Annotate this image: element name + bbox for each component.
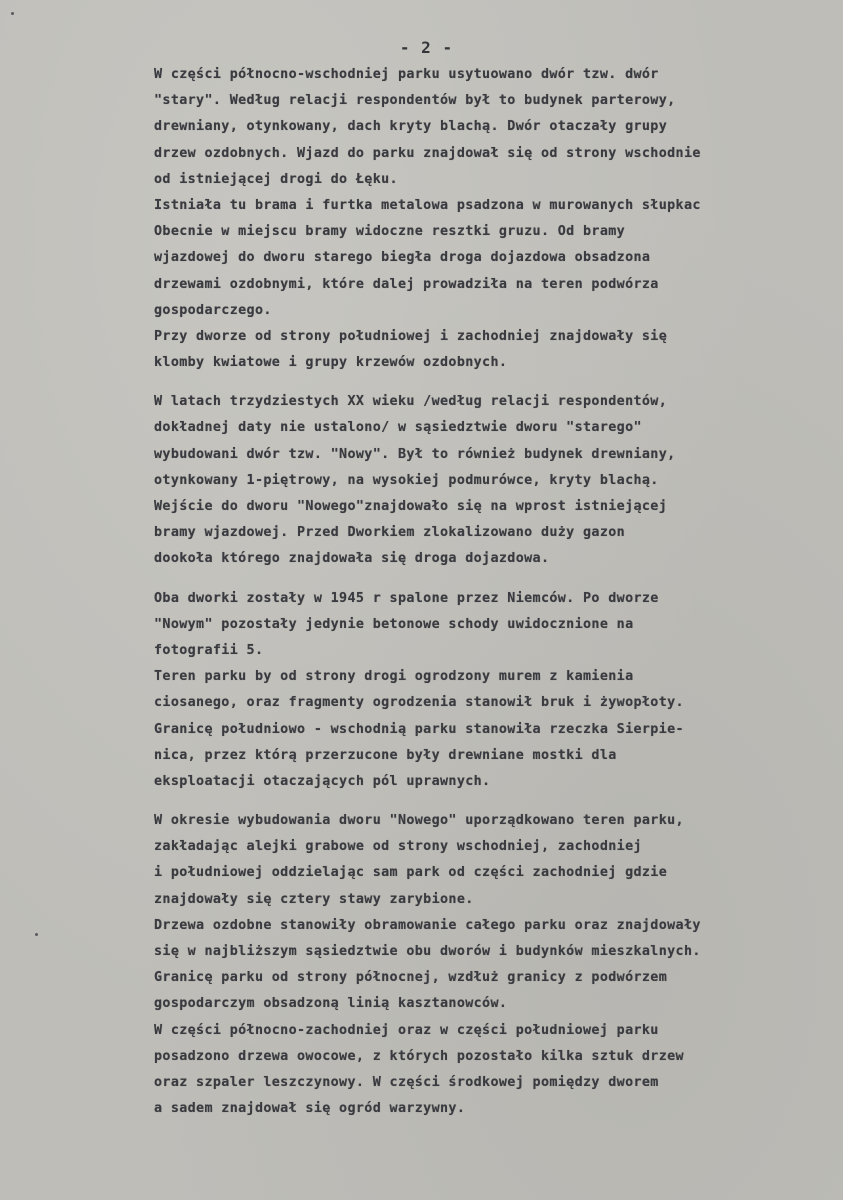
text-line: znajdowały się cztery stawy zarybione. <box>154 891 474 907</box>
text-line: otynkowany 1-piętrowy, na wysokiej podmurówce, kryty blachą. <box>154 472 659 488</box>
paragraph-2 <box>154 389 843 572</box>
document-body <box>154 62 843 1122</box>
page-number: - 2 - <box>399 38 454 57</box>
text-line: Granicę południowo - wschodnią parku stanowiła rzeczka Sierpie- <box>154 721 684 737</box>
text-line: Istniała tu brama i furtka metalowa psadzona w murowanych słupkac <box>154 197 701 213</box>
text-line: Drzewa ozdobne stanowiły obramowanie całego parku oraz znajdowały <box>154 917 701 933</box>
text-line: bramy wjazdowej. Przed Dworkiem zlokalizowano duży gazon <box>154 525 626 541</box>
text-line: "stary". Według relacji respondentów był to budynek parterowy, <box>154 93 676 109</box>
paper-speck <box>11 12 14 15</box>
paper-speck <box>35 933 38 936</box>
text-line: W części północno-zachodniej oraz w części południowej parku <box>154 1022 659 1038</box>
text-line: Oba dworki zostały w 1945 r spalone przez Niemców. Po dworze <box>154 590 659 606</box>
text-line: Wejście do dworu "Nowego"znajdowało się na wprost istniejącej <box>154 499 668 514</box>
text-line: ciosanego, oraz fragmenty ogrodzenia stanowił bruk i żywopłoty. <box>154 695 684 711</box>
text-line: "Nowym" pozostały jedynie betonowe schody uwidocznione na <box>154 616 634 632</box>
paragraph-1 <box>154 62 843 376</box>
text-line: od istniejącej drogi do Łęku. <box>154 171 398 187</box>
paragraph-4 <box>154 808 843 1122</box>
paragraph-3 <box>154 586 843 796</box>
text-line: Granicę parku od strony północnej, wzdłuż granicy z podwórzem <box>154 970 668 986</box>
text-line: a sadem znajdował się ogród warzywny. <box>154 1101 466 1117</box>
text-line: drzewami ozdobnymi, które dalej prowadziła na teren podwórza <box>154 276 659 292</box>
text-line: oraz szpaler leszczynowy. W części środkowej pomiędzy dworem <box>154 1074 659 1090</box>
text-line: klomby kwiatowe i grupy krzewów ozdobnych. <box>154 355 508 371</box>
text-line: gospodarczym obsadzoną linią kasztanowców. <box>154 996 508 1012</box>
text-line: drzew ozdobnych. Wjazd do parku znajdował się od strony wschodnie <box>154 145 701 161</box>
text-line: posadzono drzewa owocowe, z których pozostało kilka sztuk drzew <box>154 1048 684 1064</box>
text-line: W części północno-wschodniej parku usytuowano dwór tzw. dwór <box>154 67 659 82</box>
text-line: eksploatacji otaczających pól uprawnych. <box>154 773 491 789</box>
text-line: nica, przez którą przerzucone były drewniane mostki dla <box>154 747 617 763</box>
text-line: drewniany, otynkowany, dach kryty blachą. Dwór otaczały grupy <box>154 119 668 135</box>
text-line: i południowej oddzielając sam park od części zachodniej gdzie <box>154 865 668 881</box>
text-line: zakładając alejki grabowe od strony wschodniej, zachodniej <box>154 839 642 855</box>
text-line: wjazdowej do dworu starego biegła droga dojazdowa obsadzona <box>154 250 651 266</box>
text-line: Przy dworze od strony południowej i zachodniej znajdowały się <box>154 328 668 344</box>
text-line: W latach trzydziestych XX wieku /według relacji respondentów, <box>154 394 668 410</box>
text-line: fotografii 5. <box>154 642 264 658</box>
text-line: gospodarczego. <box>154 302 272 318</box>
text-line: W okresie wybudowania dworu "Nowego" uporządkowano teren parku, <box>154 813 684 829</box>
text-line: dookoła którego znajdowała się droga dojazdowa. <box>154 551 550 567</box>
text-line: Teren parku by od strony drogi ogrodzony murem z kamienia <box>154 669 634 685</box>
text-line: się w najbliższym sąsiedztwie obu dworów i budynków mieszkalnych. <box>154 944 701 959</box>
text-line: dokładnej daty nie ustalono/ w sąsiedztwie dworu "starego" <box>154 420 642 436</box>
text-line: wybudowani dwór tzw. "Nowy". Był to również budynek drewniany, <box>154 446 676 462</box>
text-line: Obecnie w miejscu bramy widoczne resztki gruzu. Od bramy <box>154 224 626 240</box>
